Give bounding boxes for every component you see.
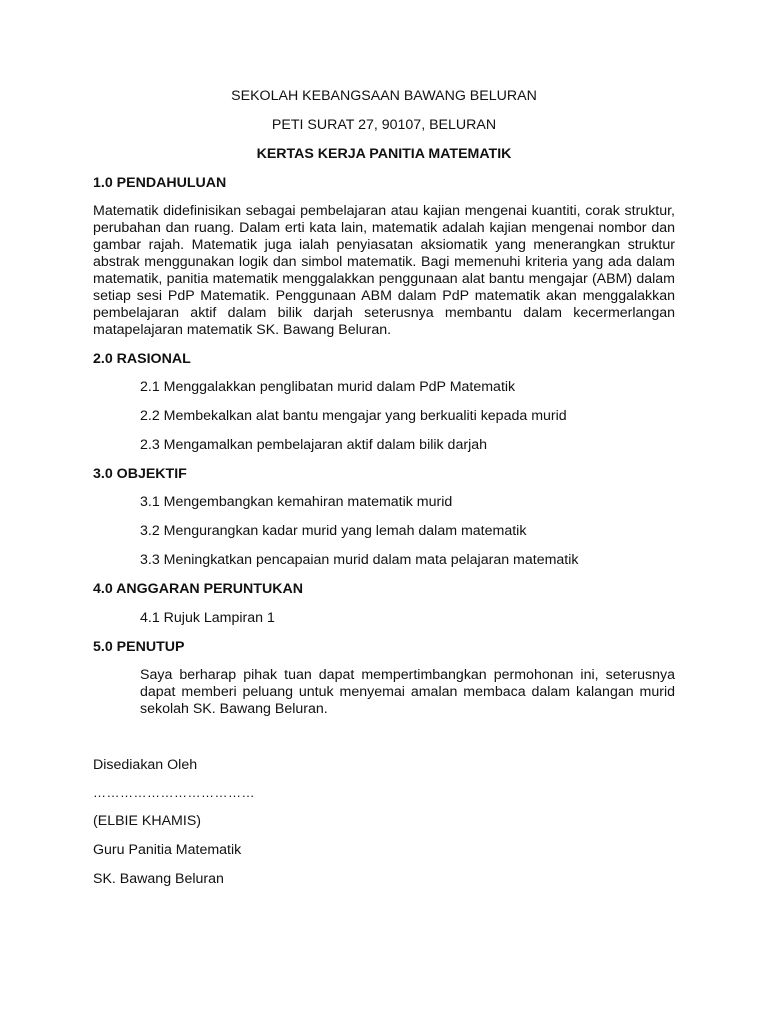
section-objektif [93,464,675,570]
document-title: KERTAS KERJA PANITIA MATEMATIK [256,146,512,162]
rasional-item: 2.2 Membekalkan alat bantu mengajar yang berkualiti kepada murid [140,408,567,424]
objektif-item: 3.2 Mengurangkan kadar murid yang lemah dalam matematik [140,523,527,539]
objektif-item: 3.1 Mengembangkan kemahiran matematik murid [140,494,453,510]
signatory-school: SK. Bawang Beluran [93,871,224,887]
school-name: SEKOLAH KEBANGSAAN BAWANG BELURAN [231,88,537,104]
section-anggaran [93,579,675,628]
document-page [93,86,675,889]
section-pendahuluan [93,173,675,339]
section-heading-anggaran: 4.0 ANGGARAN PERUNTUKAN [93,581,303,597]
section-penutup [93,637,675,718]
penutup-paragraph: Saya berharap pihak tuan dapat mempertimbangkan permohonan ini, seterusnya dapat memberi peluang untuk menyemai amalan membaca dalam kalangan murid sekolah SK. Bawang Beluran. [140,667,675,717]
signature-dots: ……………………………… [93,785,255,800]
signatory-position: Guru Panitia Matematik [93,842,242,858]
school-address: PETI SURAT 27, 90107, BELURAN [271,117,497,133]
section-heading-objektif: 3.0 OBJEKTIF [93,466,187,482]
rasional-item: 2.3 Mengamalkan pembelajaran aktif dalam bilik darjah [140,437,487,453]
section-rasional [93,349,675,455]
signature-block [93,755,675,889]
objektif-item: 3.3 Meningkatkan pencapaian murid dalam mata pelajaran matematik [140,552,579,568]
section-heading-penutup: 5.0 PENUTUP [93,639,185,655]
rasional-item: 2.1 Menggalakkan penglibatan murid dalam PdP Matematik [140,379,516,395]
prepared-by-label: Disediakan Oleh [93,757,198,773]
signatory-name: (ELBIE KHAMIS) [93,813,202,829]
section-heading-pendahuluan: 1.0 PENDAHULUAN [93,175,227,191]
anggaran-item: 4.1 Rujuk Lampiran 1 [140,610,275,626]
section-heading-rasional: 2.0 RASIONAL [93,351,191,367]
pendahuluan-paragraph: Matematik didefinisikan sebagai pembelajaran atau kajian mengenai kuantiti, corak struktur, perubahan dan ruang. Dalam erti kata lain, matematik adalah kajian mengenai nombor dan gambar rajah. Matematik juga ialah penyiasatan aksiomatik yang menerangkan struktur abstrak menggunakan logik dan simbol matematik. Bagi memenuhi kriteria yang ada dalam matematik, panitia matematik menggalakkan penggunaan alat bantu mengajar (ABM) dalam setiap sesi PdP Matematik. Penggunaan ABM dalam PdP matematik akan menggalakkan pembelajaran aktif dalam bilik darjah seterusnya membantu dalam kecermerlangan matapelajaran matematik SK. Bawang Beluran. [93,203,675,338]
